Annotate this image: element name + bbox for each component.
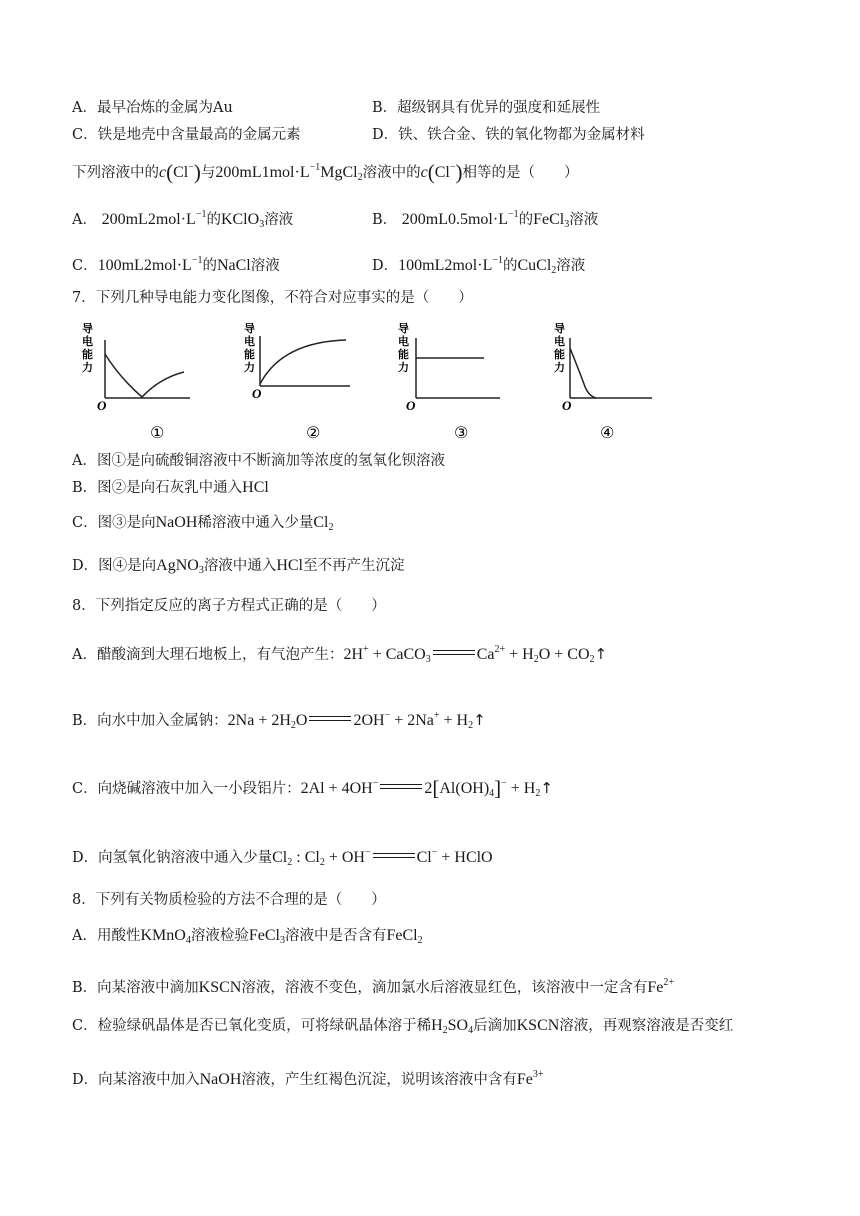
q8b-option-a: A．用酸性KMnO$_4$溶液检验FeCl$_3$溶液中是否含有FeCl$_2$ [72, 927, 423, 946]
origin-label: O [252, 386, 262, 401]
q7-option-b: B．图②是向石灰乳中通入HCl [72, 479, 269, 496]
y-label-char: 电 [82, 335, 93, 348]
graph-label: ② [306, 423, 321, 442]
origin-label: O [562, 398, 572, 413]
q8b-option-b: B．向某溶液中滴加KSCN溶液，溶液不变色，滴加氯水后溶液显红色，该溶液中一定含有$Fe^{2+}$ [72, 977, 674, 996]
y-label-char: 力 [82, 361, 93, 374]
q5-option-c: C．铁是地壳中含量最高的金属元素 [72, 127, 301, 143]
q5-option-b: B．超级钢具有优异的强度和延展性 [372, 100, 601, 116]
q6-stem: 下列溶液中的c(Cl−)与$200mL1mol\cdot L^{-1}MgCl_2$溶液中的c(Cl−)相等的是（ ） [72, 160, 579, 184]
q8a-option-c: C．向烧碱溶液中加入一小段铝片：2Al + 4OH− $2[Al(OH)_4]^-$ + $H_2↑$ [72, 776, 553, 800]
q7-option-c: C．图③是向NaOH稀溶液中通入少量$Cl_2$ [72, 514, 334, 533]
y-label-char: 电 [244, 335, 255, 348]
y-label-char: 力 [398, 361, 409, 374]
q7-option-d: D．图④是向AgNO$_3$溶液中通入HCl至不再产生沉淀 [72, 557, 405, 576]
equals-sign [373, 853, 415, 858]
q8a-stem: 8．下列指定反应的离子方程式正确的是（ ） [72, 598, 386, 614]
graph-label: ① [150, 423, 165, 442]
equals-sign [309, 716, 351, 721]
q8a-option-b: B．向水中加入金属钠：$2Na + 2H_2O$ $2OH^- + 2Na^+ + H_2↑$ [72, 710, 486, 731]
origin-label: O [406, 398, 416, 413]
curve-2 [260, 340, 346, 384]
graph-label: ④ [600, 423, 615, 442]
y-label-char: 电 [554, 335, 565, 348]
y-label-char: 能 [554, 348, 565, 361]
graph-label: ③ [454, 423, 469, 442]
equals-sign [380, 784, 422, 789]
curve-1 [105, 354, 184, 397]
y-label-char: 力 [244, 361, 255, 374]
y-label-char: 电 [398, 335, 409, 348]
y-label-char: 导 [554, 322, 565, 335]
q7-stem: 7．下列几种导电能力变化图像，不符合对应事实的是（ ） [72, 290, 473, 306]
y-label-char: 能 [398, 348, 409, 361]
graph-4 [552, 318, 752, 446]
q7-option-a: A．图①是向硫酸铜溶液中不断滴加等浓度的氢氧化钡溶液 [72, 453, 445, 469]
q6-option-a: A． $200mL2mol\cdot L^{-1}$的KClO$_3$溶液 [72, 209, 294, 230]
q5-option-d: D．铁、铁合金、铁的氧化物都为金属材料 [372, 127, 645, 143]
origin-label: O [97, 398, 107, 413]
y-label-char: 导 [244, 322, 255, 335]
y-label-char: 导 [82, 322, 93, 335]
q6-option-d: D．$100mL2mol\cdot L^{-1}$的CuCl$_2$溶液 [372, 255, 586, 276]
y-label-char: 力 [554, 361, 565, 374]
y-label-char: 导 [398, 322, 409, 335]
q8b-option-d: D．向某溶液中加入NaOH溶液，产生红褐色沉淀，说明该溶液中含有$Fe^{3+}$ [72, 1069, 544, 1088]
y-label-char: 能 [244, 348, 255, 361]
q8b-stem: 8．下列有关物质检验的方法不合理的是（ ） [72, 892, 386, 908]
q6-option-c: C．$100mL2mol\cdot L^{-1}$的NaCl溶液 [72, 255, 280, 274]
q6-option-b: B． $200mL0.5mol\cdot L^{-1}$的FeCl$_3$溶液 [372, 209, 599, 230]
q8a-option-d: D．向氢氧化钠溶液中通入少量$Cl_2$ : $Cl_2 + OH^-$ Cl− + HClO [72, 847, 493, 868]
q5-option-a: A．最早冶炼的金属为Au [72, 100, 233, 116]
equals-sign [433, 650, 475, 655]
curve-4 [570, 348, 596, 398]
q8a-option-a: A．醋酸滴到大理石地板上，有气泡产生：2H+ + CaCO$_3$ $Ca^{2+} + H_2O$ + $CO_2↑$ [72, 644, 608, 665]
y-label-char: 能 [82, 348, 93, 361]
q8b-option-c: C．检验绿矾晶体是否已氧化变质，可将绿矾晶体溶于稀$H_2SO_4$后滴加KSCN溶液，再观察溶液是否变红 [72, 1017, 734, 1036]
